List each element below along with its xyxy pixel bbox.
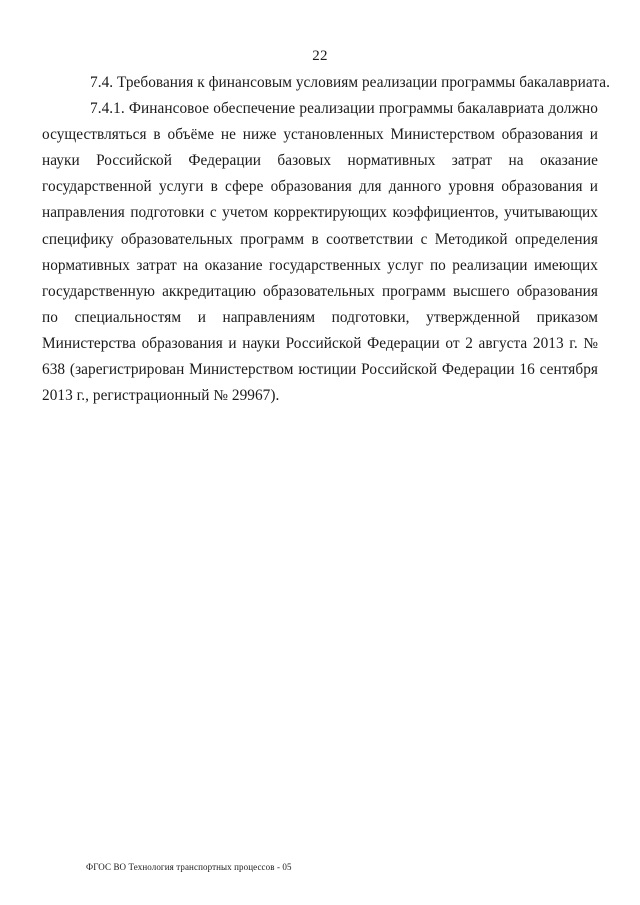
document-body (42, 70, 610, 409)
section-heading: 7.4. Требования к финансовым условиям реализации программы бакалавриата. (90, 74, 610, 91)
section-paragraph: 7.4.1. Финансовое обеспечение реализации программы бакалавриата должно осуществляться в объёме не ниже установленных Министерством образования и науки Российской Федерации базовых нормативных затрат на оказание государственной услуги в сфере образования для данного уровня образования и направления подготовки с учетом корректирующих коэффициентов, учитывающих специфику образовательных программ в соответствии с Методикой определения нормативных затрат на оказание государственных услуг по реализации имеющих государственную аккредитацию образовательных программ высшего образования по специальностям и направлениям подготовки, утвержденной приказом Министерства образования и науки Российской Федерации от 2 августа 2013 г. № 638 (зарегистрирован Министерством юстиции Российской Федерации 16 сентября 2013 г., регистрационный № 29967). (42, 100, 598, 405)
page-footer: ФГОС ВО Технология транспортных процессов - 05 (86, 862, 292, 872)
page-number: 22 (312, 48, 328, 64)
